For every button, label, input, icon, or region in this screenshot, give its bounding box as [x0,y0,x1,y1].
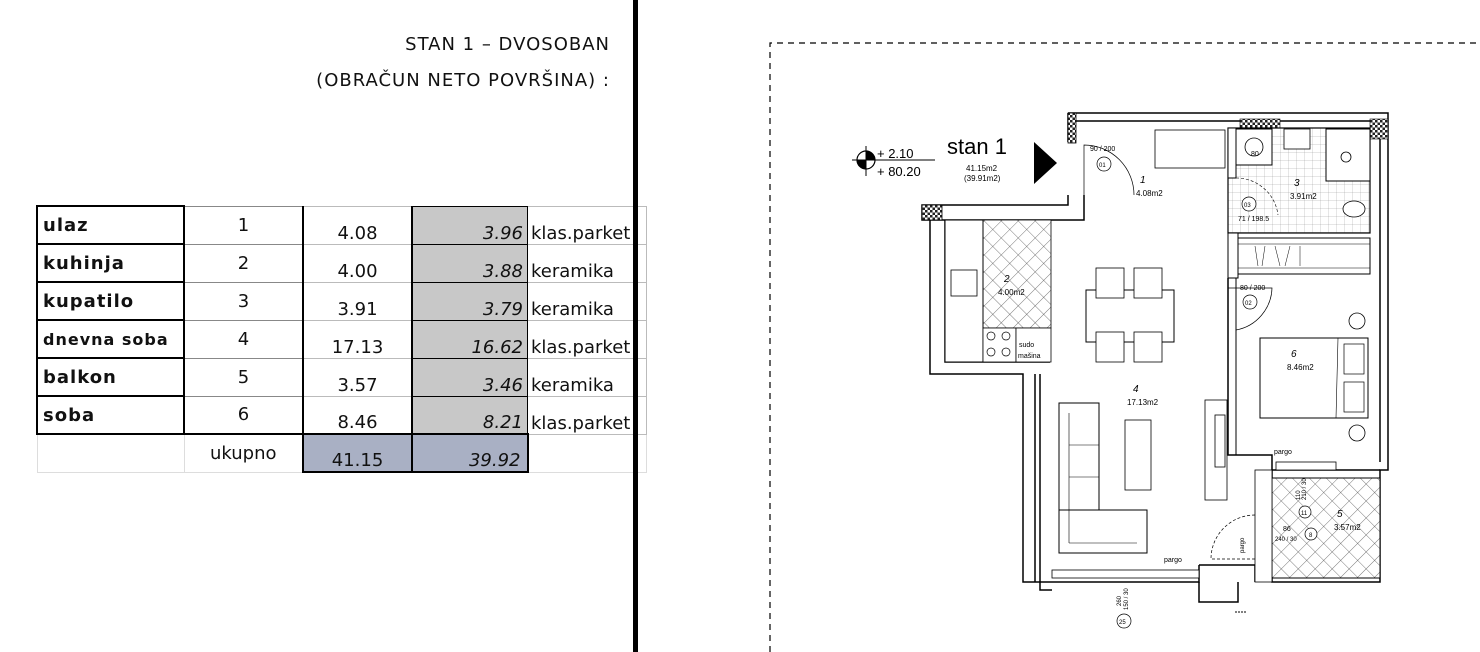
svg-text:25: 25 [1119,620,1126,626]
room-material: keramika [528,282,647,320]
total-blank-cell [528,434,647,472]
level-bottom: + 80.20 [877,164,921,179]
room-net-area: 3.96 [412,206,528,244]
svg-text:210 / 30: 210 / 30 [1302,478,1308,500]
room-area: 3.91 [303,282,412,320]
svg-text:8: 8 [1309,533,1313,539]
room-5-area: 3.57m2 [1334,523,1361,532]
table-row [37,358,647,396]
room-name: soba [37,396,184,434]
balcony-door-swing [1211,515,1255,559]
room-6-num: 6 [1291,349,1297,360]
room-name: kupatilo [37,282,184,320]
sink-icon [951,270,977,296]
shower-tray [1236,129,1272,165]
unit-area: 41.15m2 [966,164,998,173]
room-number: 3 [184,282,303,320]
room-area: 17.13 [303,320,412,358]
room-name: balkon [37,358,184,396]
svg-text:240 / 30: 240 / 30 [1275,537,1297,543]
room-area: 8.46 [303,396,412,434]
bathtub [1326,129,1370,181]
svg-text:80: 80 [1251,151,1259,158]
room-4-num: 4 [1133,384,1139,395]
unit-name: stan 1 [947,134,1007,159]
svg-text:01: 01 [1099,163,1106,169]
room-number: 2 [184,244,303,282]
room-material: klas.parket [528,396,647,434]
svg-text:150 / 30: 150 / 30 [1124,588,1130,610]
lamp-icon [1349,313,1365,329]
wardrobe [1228,233,1370,278]
coffee-table [1125,420,1151,490]
room-1-num: 1 [1140,175,1146,186]
room-name: dnevna soba [37,320,184,358]
room-number: 4 [184,320,303,358]
room-name: ulaz [37,206,184,244]
svg-text:03: 03 [1244,203,1251,209]
table-row [37,244,647,282]
pargo-label-2: pargo [1240,537,1246,553]
room-material: keramika [528,358,647,396]
rooms-area-table [36,205,647,473]
room-5-num: 5 [1337,509,1343,520]
total-area: 41.15 [303,434,412,472]
total-empty-cell [37,434,184,472]
room-area: 4.00 [303,244,412,282]
pargo-label-3: pargo [1164,557,1182,564]
room-material: klas.parket [528,320,647,358]
door-2-size: 80 / 200 [1240,285,1266,292]
table-row [37,320,647,358]
svg-text:02: 02 [1245,301,1252,307]
unit-subtitle: (OBRAČUN NETO POVRŠINA) : [316,70,610,91]
room-net-area: 16.62 [412,320,528,358]
svg-text:11: 11 [1301,511,1308,517]
room-net-area: 3.88 [412,244,528,282]
unit-net-area: (39.91m2) [964,174,1001,183]
door-1-size: 90 / 200 [1090,146,1116,153]
total-net-area: 39.92 [412,434,528,472]
entrance-arrow-icon [1034,142,1057,184]
dishwasher-label-1: sudo [1019,342,1035,349]
room-net-area: 3.46 [412,358,528,396]
room-4-area: 17.13m2 [1127,398,1159,407]
room-number: 1 [184,206,303,244]
toilet-icon [1343,201,1365,217]
room-area: 4.08 [303,206,412,244]
total-row [37,434,647,472]
room-3-num: 3 [1294,178,1300,189]
room-net-area: 3.79 [412,282,528,320]
total-label: ukupno [184,434,303,472]
room-number: 6 [184,396,303,434]
kitchen-tiles [983,220,1051,328]
room-net-area: 8.21 [412,396,528,434]
table-row [37,396,647,434]
room-material: keramika [528,244,647,282]
door-3-size: 71 / 198.5 [1238,216,1270,223]
level-top: + 2.10 [877,146,914,161]
unit-title: STAN 1 – DVOSOBAN [405,34,610,55]
svg-text:86: 86 [1283,526,1291,533]
washbasin [1284,129,1310,149]
room-number: 5 [184,358,303,396]
bed [1260,338,1368,418]
svg-text:110: 110 [1296,490,1302,500]
table-row [37,206,647,244]
room-2-num: 2 [1004,274,1010,285]
room-name: kuhinja [37,244,184,282]
room-area: 3.57 [303,358,412,396]
room-1-area: 4.08m2 [1136,189,1163,198]
dishwasher-label-2: mašina [1018,353,1041,360]
floor-plan [640,0,1480,652]
room-6-area: 8.46m2 [1287,363,1314,372]
pargo-label-1: pargo [1274,449,1292,456]
room-material: klas.parket [528,206,647,244]
room-3-area: 3.91m2 [1290,192,1317,201]
page-divider [633,0,638,652]
table-row [37,282,647,320]
svg-text:260: 260 [1117,595,1123,606]
room-2-area: 4.00m2 [998,288,1025,297]
